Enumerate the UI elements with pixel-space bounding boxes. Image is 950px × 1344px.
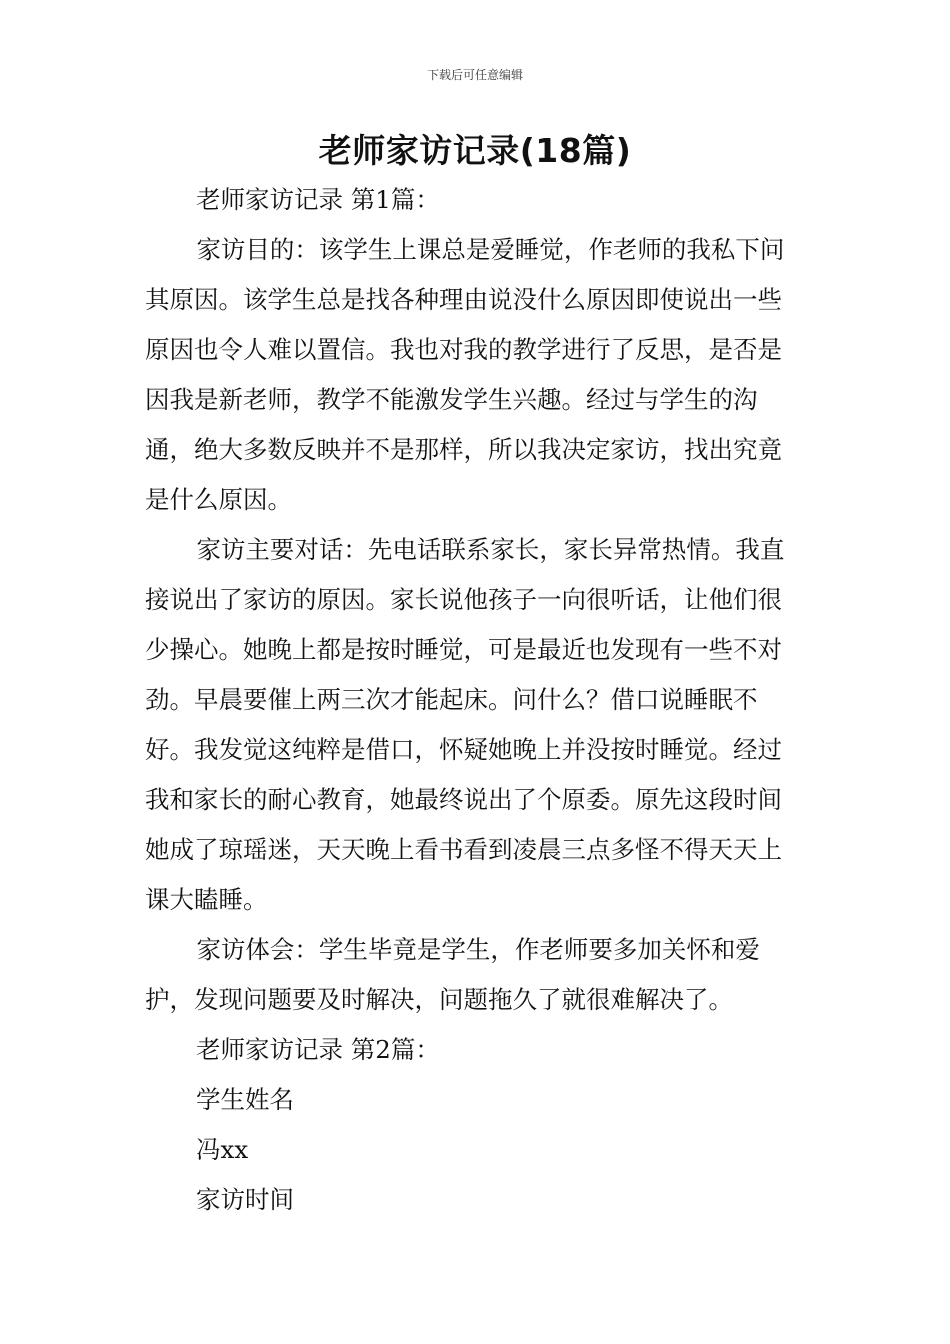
- section-2-field-student-name-label: 学生姓名: [196, 1085, 294, 1114]
- section-2-field-student-name-value: 冯xx: [196, 1135, 249, 1164]
- page-header-note: 下载后可任意编辑: [426, 68, 523, 82]
- section-2-heading: 老师家访记录 第2篇：: [196, 1035, 440, 1064]
- section-1-paragraph-dialogue: 家访主要对话：先电话联系家长，家长异常热情。我直接说出了家访的原因。家长说他孩子一向很听话，让他们很少操心。她晚上都是按时睡觉，可是最近也发现有一些不对劲。早晨要催上两三次才能起床。问什么？借口说睡眠不好。我发觉这纯粹是借口，怀疑她晚上并没按时睡觉。经过我和家长的耐心教育，她最终说出了个原委。原先这段时间她成了琼瑶迷，天天晚上看书看到凌晨三点多怪不得天天上课大瞌睡。: [145, 535, 785, 914]
- section-1-heading: 老师家访记录 第1篇：: [196, 185, 440, 214]
- section-1-paragraph-reflection: 家访体会：学生毕竟是学生，作老师要多加关怀和爱护，发现问题要及时解决，问题拖久了就很难解决了。: [145, 935, 760, 1014]
- document-body: [145, 175, 805, 1225]
- section-2-field-visit-time-label: 家访时间: [196, 1185, 294, 1214]
- section-1-paragraph-purpose: 家访目的：该学生上课总是爱睡觉，作老师的我私下问其原因。该学生总是找各种理由说没什么原因即使说出一些原因也令人难以置信。我也对我的教学进行了反思，是否是因我是新老师，教学不能激发学生兴趣。经过与学生的沟通，绝大多数反映并不是那样，所以我决定家访，找出究竟是什么原因。: [145, 235, 785, 514]
- document-title: 老师家访记录(18篇): [318, 131, 632, 170]
